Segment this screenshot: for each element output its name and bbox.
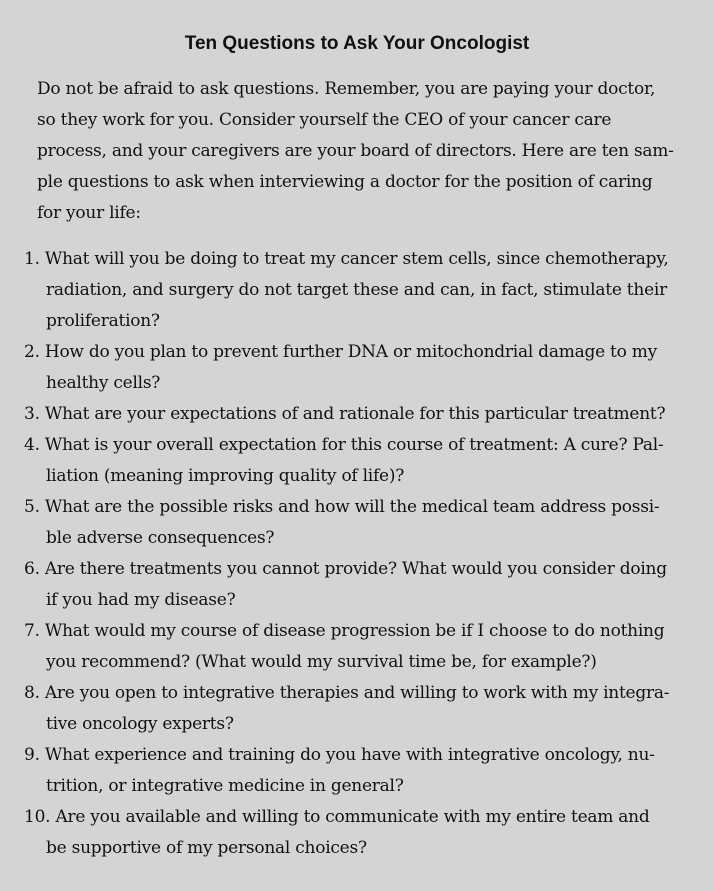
question-line: 6. Are there treatments you cannot provide? What would you consider doing	[24, 559, 667, 579]
question-line: if you had my disease?	[46, 590, 236, 610]
question-line: 10. Are you available and willing to communicate with my entire team and	[24, 807, 650, 827]
question-item-6	[24, 554, 694, 616]
intro-line: so they work for you. Consider yourself the CEO of your cancer care	[37, 110, 612, 130]
question-line: 3. What are your expectations of and rationale for this particular treatment?	[24, 404, 666, 424]
question-line: 2. How do you plan to prevent further DNA or mitochondrial damage to my	[24, 342, 657, 362]
intro-paragraph	[37, 74, 677, 229]
question-item-10	[24, 802, 694, 864]
question-line: ble adverse consequences?	[46, 528, 275, 548]
intro-line: Do not be afraid to ask questions. Remember, you are paying your doctor,	[37, 79, 656, 99]
question-line: 1. What will you be doing to treat my cancer stem cells, since chemotherapy,	[24, 249, 669, 269]
question-item-4	[24, 430, 694, 492]
question-item-2	[24, 337, 694, 399]
question-line: trition, or integrative medicine in general?	[46, 776, 404, 796]
question-item-5	[24, 492, 694, 554]
question-line: proliferation?	[46, 311, 160, 331]
question-line: be supportive of my personal choices?	[46, 838, 367, 858]
question-item-9	[24, 740, 694, 802]
question-line: liation (meaning improving quality of life)?	[46, 466, 405, 486]
question-item-1	[24, 244, 694, 337]
question-item-3	[24, 399, 694, 430]
question-item-8	[24, 678, 694, 740]
question-line: healthy cells?	[46, 373, 161, 393]
page-title: Ten Questions to Ask Your Oncologist	[184, 33, 530, 54]
question-line: 8. Are you open to integrative therapies and willing to work with my integra-	[24, 683, 670, 703]
intro-line: process, and your caregivers are your board of directors. Here are ten sam-	[37, 141, 674, 161]
question-line: 7. What would my course of disease progression be if I choose to do nothing	[24, 621, 665, 641]
question-line: you recommend? (What would my survival time be, for example?)	[46, 652, 597, 672]
intro-line: ple questions to ask when interviewing a doctor for the position of caring	[37, 172, 653, 192]
question-list	[24, 244, 694, 864]
question-line: radiation, and surgery do not target these and can, in fact, stimulate their	[46, 280, 667, 300]
question-line: 4. What is your overall expectation for this course of treatment: A cure? Pal-	[24, 435, 664, 455]
intro-line: for your life:	[37, 203, 141, 223]
question-line: tive oncology experts?	[46, 714, 234, 734]
question-line: 5. What are the possible risks and how will the medical team address possi-	[24, 497, 660, 517]
question-line: 9. What experience and training do you have with integrative oncology, nu-	[24, 745, 655, 765]
question-item-7	[24, 616, 694, 678]
